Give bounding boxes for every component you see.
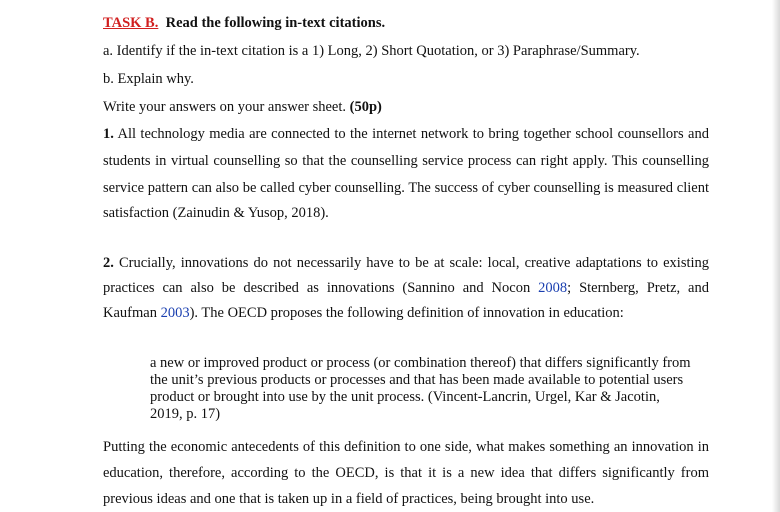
answer-instruction: [103, 99, 382, 116]
item2-line1: [103, 255, 709, 272]
page-edge-shadow: [772, 0, 780, 512]
item2-text-1: Crucially, innovations do not necessarily have to be at scale: local, creative adaptations to existing: [119, 255, 710, 271]
task-label: TASK B.: [103, 15, 159, 31]
after-quote-line3: previous ideas and one that is taken up in a field of practices, being brought into use.: [103, 491, 595, 507]
quote-line-1: a new or improved product or process (or combination thereof) that differs significantly from: [150, 355, 691, 371]
quote-line-2: the unit’s previous products or processes and that has been made available to potential users: [150, 372, 684, 388]
task-heading: [103, 15, 385, 32]
quote-line-3: product or brought into use by the unit process. (Vincent-Lancrin, Urgel, Kar & Jacotin,: [150, 389, 660, 405]
item2-line3-post: ). The OECD proposes the following definition of innovation in education:: [189, 305, 624, 321]
item1-text-1: All technology media are connected to the internet network to bring together school counsellors and: [117, 126, 709, 142]
task-title: Read the following in-text citations.: [165, 15, 386, 31]
item1-number: 1.: [103, 126, 114, 142]
after-quote-line1: Putting the economic antecedents of this definition to one side, what makes something an innovation in: [103, 439, 709, 455]
instruction-a: a. Identify if the in-text citation is a 1) Long, 2) Short Quotation, or 3) Paraphrase/Summary.: [103, 43, 640, 59]
citation-link-2008[interactable]: 2008: [538, 280, 568, 296]
item2-line3: [103, 305, 624, 322]
block-quote: [150, 355, 710, 423]
item1-line3: service pattern can also be called cyber counselling. The success of cyber counselling is measured client: [103, 180, 709, 196]
instruction-b: b. Explain why.: [103, 71, 194, 87]
item1-line2: students in virtual counselling so that the counselling service process can right apply. This counselling: [103, 153, 709, 169]
quote-line-4: 2019, p. 17): [150, 406, 221, 422]
item2-line2-rest: ; Sternberg, Pretz, and: [567, 280, 709, 296]
item2-line3-pre: Kaufman: [103, 305, 161, 321]
item1-line4: satisfaction (Zainudin & Yusop, 2018).: [103, 205, 329, 221]
item2-line2-text: practices can also be described as innovations (Sannino and Nocon: [103, 280, 539, 296]
after-quote-line2: education, therefore, according to the OECD, is that it is a new idea that differs significantly from: [103, 465, 709, 481]
answer-instruction-text: Write your answers on your answer sheet.: [103, 99, 347, 115]
citation-link-2003[interactable]: 2003: [160, 305, 190, 321]
points-label: (50p): [349, 99, 382, 115]
item2-line2: [103, 280, 709, 297]
item2-number: 2.: [103, 255, 114, 271]
item1-line1: [103, 126, 709, 143]
